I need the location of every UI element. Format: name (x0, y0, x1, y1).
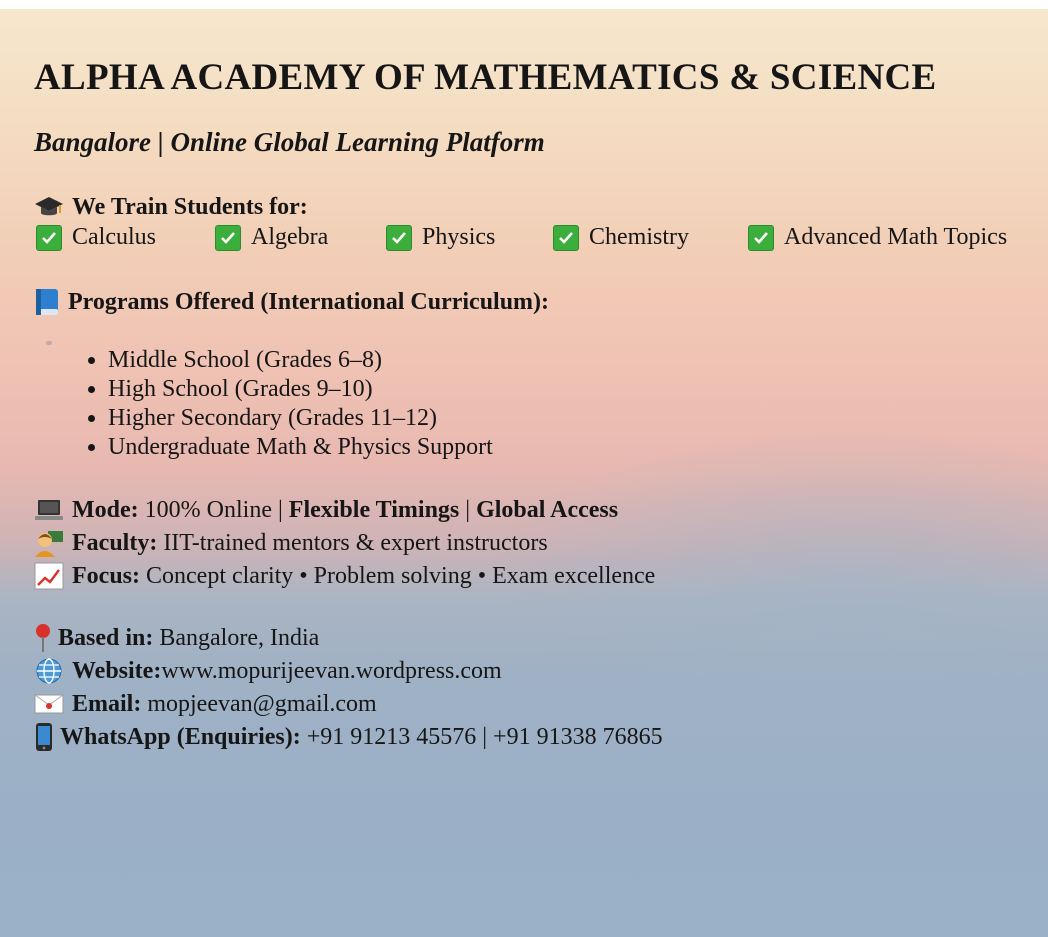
whatsapp-row (34, 722, 663, 752)
email-row (34, 689, 377, 719)
programs-list (72, 346, 493, 462)
mobile-phone-icon (34, 722, 54, 752)
subject-chemistry (553, 224, 689, 251)
faculty-row (34, 528, 548, 558)
check-icon (386, 225, 412, 251)
train-heading: We Train Students for: (72, 194, 308, 220)
programs-heading-row (34, 287, 549, 317)
subject-label: Chemistry (589, 224, 689, 250)
check-icon (36, 225, 62, 251)
whatsapp-label: WhatsApp (Enquiries): (60, 724, 301, 750)
subject-algebra (215, 224, 328, 251)
subject-advanced-math (748, 224, 1007, 251)
page-subtitle: Bangalore | Online Global Learning Platform (34, 127, 545, 157)
check-icon (553, 225, 579, 251)
faculty-label: Faculty: (72, 530, 158, 556)
focus-value: Concept clarity • Problem solving • Exam excellence (140, 563, 656, 589)
teacher-icon (34, 529, 64, 557)
subject-physics (386, 224, 495, 251)
mode-flexible: Flexible Timings (288, 497, 460, 523)
programs-heading: Programs Offered (International Curriculum): (68, 289, 550, 315)
website-row (34, 656, 502, 686)
mode-value: 100% Online | (138, 497, 289, 523)
mode-global: Global Access (476, 497, 619, 523)
program-item: • Higher Secondary (Grades 11–12) (108, 404, 493, 433)
envelope-icon (34, 692, 64, 716)
mode-label: Mode: (72, 497, 139, 523)
program-item: • High School (Grades 9–10) (108, 375, 493, 404)
graduation-cap-icon (34, 194, 64, 220)
globe-icon (34, 657, 64, 685)
email-label: Email: (72, 691, 142, 717)
subject-label: Calculus (72, 224, 156, 250)
page-title: ALPHA ACADEMY OF MATHEMATICS & SCIENCE (34, 57, 937, 98)
blue-book-icon (34, 287, 60, 317)
based-label: Based in: (58, 625, 154, 651)
website-link[interactable]: www.mopurijeevan.wordpress.com (161, 658, 502, 684)
subject-label: Algebra (251, 224, 329, 250)
round-pushpin-icon (34, 623, 52, 653)
subject-calculus (36, 224, 156, 251)
mode-row (34, 495, 618, 525)
stray-mark (46, 341, 52, 345)
whatsapp-value[interactable]: +91 91213 45576 | +91 91338 76865 (300, 724, 663, 750)
faculty-value: IIT-trained mentors & expert instructors (157, 530, 548, 556)
top-border (0, 0, 1048, 9)
email-link[interactable]: mopjeevan@gmail.com (141, 691, 377, 717)
subject-label: Physics (422, 224, 496, 250)
check-icon (748, 225, 774, 251)
focus-row (34, 561, 655, 591)
focus-label: Focus: (72, 563, 140, 589)
mode-separator: | (459, 497, 477, 523)
subject-label: Advanced Math Topics (784, 224, 1008, 250)
chart-increasing-icon (34, 562, 64, 590)
website-label: Website: (72, 658, 162, 684)
laptop-icon (34, 498, 64, 522)
program-item: • Middle School (Grades 6–8) (108, 346, 493, 375)
based-value: Bangalore, India (153, 625, 320, 651)
based-row (34, 623, 319, 653)
program-item: • Undergraduate Math & Physics Support (108, 433, 493, 462)
train-heading-row (34, 192, 308, 222)
check-icon (215, 225, 241, 251)
